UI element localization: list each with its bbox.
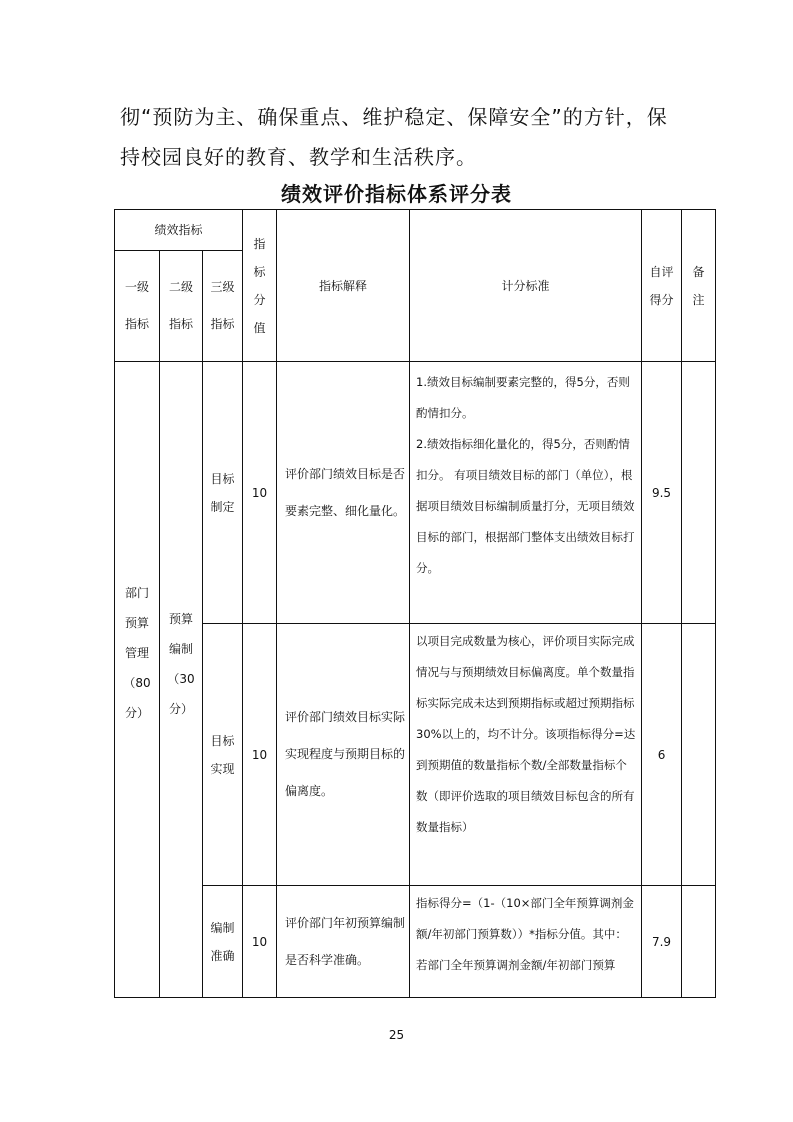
score-table xyxy=(114,209,716,998)
table-row xyxy=(115,624,716,886)
remark-cell xyxy=(682,624,716,886)
header-standard: 计分标准 xyxy=(410,210,642,362)
table-row xyxy=(115,362,716,624)
standard-cell: 以项目完成数量为核心，评价项目实际完成情况与与预期绩效目标偏离度。单个数量指标实际完成未达到预期指标或超过预期指标30%以上的，均不计分。该项指标得分=达到预期值的数量指标个数/全部数量指标个数（即评价选取的项目绩效目标包含的所有数量指标） xyxy=(410,624,642,886)
level3-cell: 编制 准确 xyxy=(203,886,243,998)
score-value-cell: 10 xyxy=(243,624,277,886)
table-title: 绩效评价指标体系评分表 xyxy=(281,182,512,206)
header-level1: 一级 指标 xyxy=(115,251,160,362)
explanation-cell: 评价部门年初预算编制是否科学准确。 xyxy=(277,886,410,998)
standard-cell: 指标得分=（1-（10×部门全年预算调剂金额/年初部门预算数））*指标分值。其中：若部门全年预算调剂金额/年初部门预算 xyxy=(410,886,642,998)
header-explanation: 指标解释 xyxy=(277,210,410,362)
self-score-cell: 9.5 xyxy=(642,362,682,624)
header-row-top xyxy=(115,210,716,251)
explanation-cell: 评价部门绩效目标是否要素完整、细化量化。 xyxy=(277,362,410,624)
header-score-value: 指 标 分 值 xyxy=(243,210,277,362)
remark-cell xyxy=(682,362,716,624)
table-row xyxy=(115,886,716,998)
page-number: 25 xyxy=(388,1028,405,1042)
level3-cell: 目标 制定 xyxy=(203,362,243,624)
header-level2: 二级 指标 xyxy=(160,251,203,362)
level3-cell: 目标 实现 xyxy=(203,624,243,886)
intro-text-line-1: 彻“预防为主、确保重点、维护稳定、保障安全”的方针，保 xyxy=(120,105,668,129)
remark-cell xyxy=(682,886,716,998)
explanation-cell: 评价部门绩效目标实际实现程度与预期目标的偏离度。 xyxy=(277,624,410,886)
header-remark: 备 注 xyxy=(682,210,716,362)
self-score-cell: 6 xyxy=(642,624,682,886)
header-indicator-group: 绩效指标 xyxy=(115,210,243,251)
standard-cell: 1.绩效目标编制要素完整的，得5分，否则酌情扣分。 2.绩效指标细化量化的，得5分，否则酌情扣分。 有项目绩效目标的部门（单位），根据项目绩效目标编制质量打分，无项目绩效目标的部门，根据部门整体支出绩效目标打分。 xyxy=(410,362,642,624)
self-score-cell: 7.9 xyxy=(642,886,682,998)
level1-cell: 部门 预算 管理 （80 分） xyxy=(115,362,160,998)
score-value-cell: 10 xyxy=(243,362,277,624)
intro-text-line-2: 持校园良好的教育、教学和生活秩序。 xyxy=(120,145,477,169)
header-self-score: 自评 得分 xyxy=(642,210,682,362)
header-level3: 三级 指标 xyxy=(203,251,243,362)
score-value-cell: 10 xyxy=(243,886,277,998)
level2-cell: 预算 编制 （30 分） xyxy=(160,362,203,998)
